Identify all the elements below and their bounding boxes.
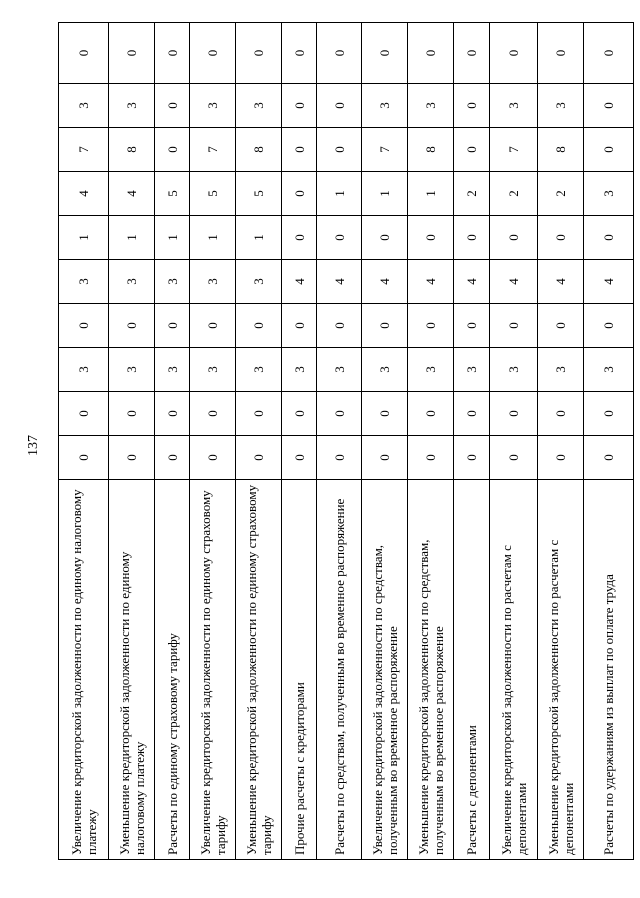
code-digit-cell: 0 (190, 392, 236, 436)
code-digit-cell: 3 (236, 260, 282, 304)
code-digit-cell: 7 (59, 128, 109, 172)
row-label: Увеличение кредиторской задолженности по средствам, полученным во временное распоряжение (362, 480, 408, 860)
row-label: Расчеты по удержаниям из выплат по оплате труда (584, 480, 634, 860)
code-digit-cell: 0 (490, 23, 538, 84)
code-digit-cell: 0 (155, 23, 190, 84)
code-digit-cell: 0 (584, 84, 634, 128)
code-digit-cell: 3 (190, 260, 236, 304)
row-label: Уменьшение кредиторской задолженности по средствам, полученным во временное распоряжение (408, 480, 454, 860)
table-row (538, 23, 584, 860)
code-digit-cell: 0 (584, 23, 634, 84)
code-digit-cell: 0 (282, 436, 317, 480)
code-digit-cell: 8 (109, 128, 155, 172)
code-digit-cell: 0 (362, 216, 408, 260)
table-row (190, 23, 236, 860)
code-digit-cell: 1 (236, 216, 282, 260)
code-digit-cell: 4 (282, 260, 317, 304)
code-digit-cell: 7 (362, 128, 408, 172)
code-digit-cell: 0 (538, 23, 584, 84)
table-row (282, 23, 317, 860)
code-digit-cell: 0 (584, 216, 634, 260)
code-digit-cell: 4 (454, 260, 490, 304)
code-digit-cell: 0 (236, 23, 282, 84)
code-digit-cell: 0 (362, 392, 408, 436)
code-digit-cell: 4 (538, 260, 584, 304)
code-digit-cell: 0 (317, 216, 362, 260)
code-digit-cell: 0 (538, 392, 584, 436)
code-digit-cell: 3 (190, 348, 236, 392)
table-body (59, 23, 634, 860)
code-digit-cell: 3 (59, 84, 109, 128)
code-digit-cell: 3 (408, 84, 454, 128)
code-digit-cell: 0 (282, 84, 317, 128)
code-digit-cell: 4 (109, 172, 155, 216)
row-label: Уменьшение кредиторской задолженности по единому страховому тарифу (236, 480, 282, 860)
code-digit-cell: 2 (538, 172, 584, 216)
code-digit-cell: 5 (155, 172, 190, 216)
code-digit-cell: 4 (362, 260, 408, 304)
table-row (155, 23, 190, 860)
code-digit-cell: 0 (317, 392, 362, 436)
code-digit-cell: 2 (490, 172, 538, 216)
table-row (490, 23, 538, 860)
code-digit-cell: 3 (109, 260, 155, 304)
code-digit-cell: 0 (282, 216, 317, 260)
code-digit-cell: 0 (454, 216, 490, 260)
code-digit-cell: 0 (190, 304, 236, 348)
page-number: 137 (26, 435, 41, 456)
row-label: Прочие расчеты с кредиторами (282, 480, 317, 860)
code-digit-cell: 0 (317, 128, 362, 172)
code-digit-cell: 4 (408, 260, 454, 304)
code-digit-cell: 0 (317, 84, 362, 128)
code-digit-cell: 0 (362, 436, 408, 480)
code-digit-cell: 3 (59, 260, 109, 304)
code-digit-cell: 3 (362, 84, 408, 128)
code-digit-cell: 5 (236, 172, 282, 216)
table-row (59, 23, 109, 860)
code-digit-cell: 0 (454, 304, 490, 348)
row-label: Увеличение кредиторской задолженности по единому страховому тарифу (190, 480, 236, 860)
row-label: Расчеты с депонентами (454, 480, 490, 860)
code-digit-cell: 0 (59, 23, 109, 84)
table-row (454, 23, 490, 860)
code-digit-cell: 3 (109, 84, 155, 128)
row-label: Уменьшение кредиторской задолженности по расчетам с депонентами (538, 480, 584, 860)
code-digit-cell: 0 (317, 23, 362, 84)
code-digit-cell: 0 (155, 392, 190, 436)
code-digit-cell: 0 (109, 304, 155, 348)
code-digit-cell: 4 (59, 172, 109, 216)
code-digit-cell: 1 (362, 172, 408, 216)
code-digit-cell: 0 (408, 304, 454, 348)
code-digit-cell: 0 (282, 23, 317, 84)
code-digit-cell: 0 (538, 436, 584, 480)
table-row (584, 23, 634, 860)
code-digit-cell: 0 (584, 392, 634, 436)
code-digit-cell: 1 (109, 216, 155, 260)
code-digit-cell: 3 (490, 84, 538, 128)
code-digit-cell: 0 (317, 304, 362, 348)
code-digit-cell: 0 (454, 436, 490, 480)
code-digit-cell: 3 (282, 348, 317, 392)
account-codes-table (58, 49, 616, 860)
row-label: Увеличение кредиторской задолженности по расчетам с депонентами (490, 480, 538, 860)
code-digit-cell: 3 (190, 84, 236, 128)
table-row (317, 23, 362, 860)
code-digit-cell: 0 (408, 23, 454, 84)
code-digit-cell: 0 (454, 84, 490, 128)
code-digit-cell: 0 (408, 392, 454, 436)
code-digit-cell: 0 (538, 304, 584, 348)
code-digit-cell: 0 (454, 128, 490, 172)
code-digit-cell: 3 (538, 84, 584, 128)
code-digit-cell: 0 (236, 436, 282, 480)
table-row (362, 23, 408, 860)
code-digit-cell: 0 (236, 392, 282, 436)
code-digit-cell: 0 (109, 23, 155, 84)
code-digit-cell: 0 (282, 172, 317, 216)
code-digit-cell: 0 (236, 304, 282, 348)
code-digit-cell: 4 (490, 260, 538, 304)
code-digit-cell: 0 (490, 304, 538, 348)
code-digit-cell: 3 (236, 84, 282, 128)
code-digit-cell: 3 (538, 348, 584, 392)
code-digit-cell: 0 (362, 304, 408, 348)
code-digit-cell: 4 (584, 260, 634, 304)
code-digit-cell: 0 (109, 392, 155, 436)
code-digit-cell: 0 (190, 436, 236, 480)
table-row (236, 23, 282, 860)
code-digit-cell: 3 (584, 348, 634, 392)
code-digit-cell: 0 (155, 304, 190, 348)
code-digit-cell: 4 (317, 260, 362, 304)
code-digit-cell: 3 (236, 348, 282, 392)
code-digit-cell: 8 (236, 128, 282, 172)
code-digit-cell: 2 (454, 172, 490, 216)
code-digit-cell: 0 (454, 392, 490, 436)
row-label: Расчеты по единому страховому тарифу (155, 480, 190, 860)
code-digit-cell: 0 (584, 304, 634, 348)
code-digit-cell: 1 (190, 216, 236, 260)
code-digit-cell: 0 (155, 128, 190, 172)
code-digit-cell: 0 (282, 392, 317, 436)
code-digit-cell: 0 (282, 128, 317, 172)
code-digit-cell: 0 (155, 84, 190, 128)
code-digit-cell: 0 (59, 304, 109, 348)
row-label: Уменьшение кредиторской задолженности по единому налоговому платежу (109, 480, 155, 860)
table-row (109, 23, 155, 860)
table-row (408, 23, 454, 860)
row-label: Расчеты по средствам, полученным во временное распоряжение (317, 480, 362, 860)
code-digit-cell: 3 (155, 260, 190, 304)
code-digit-cell: 0 (59, 392, 109, 436)
code-digit-cell: 0 (282, 304, 317, 348)
code-digit-cell: 0 (190, 23, 236, 84)
code-digit-cell: 0 (155, 436, 190, 480)
code-digit-cell: 7 (490, 128, 538, 172)
code-digit-cell: 7 (190, 128, 236, 172)
code-digit-cell: 8 (538, 128, 584, 172)
code-digit-cell: 1 (155, 216, 190, 260)
row-label: Увеличение кредиторской задолженности по единому налоговому платежу (59, 480, 109, 860)
code-digit-cell: 0 (584, 128, 634, 172)
code-digit-cell: 0 (538, 216, 584, 260)
code-digit-cell: 0 (490, 392, 538, 436)
code-digit-cell: 0 (454, 23, 490, 84)
code-digit-cell: 0 (109, 436, 155, 480)
code-digit-cell: 3 (109, 348, 155, 392)
code-digit-cell: 3 (490, 348, 538, 392)
code-digit-cell: 3 (59, 348, 109, 392)
code-digit-cell: 0 (408, 436, 454, 480)
code-digit-cell: 0 (490, 216, 538, 260)
code-digit-cell: 1 (317, 172, 362, 216)
code-digit-cell: 0 (59, 436, 109, 480)
code-digit-cell: 0 (317, 436, 362, 480)
code-digit-cell: 1 (408, 172, 454, 216)
code-digit-cell: 0 (362, 23, 408, 84)
code-digit-cell: 0 (490, 436, 538, 480)
code-digit-cell: 0 (408, 216, 454, 260)
code-digit-cell: 3 (362, 348, 408, 392)
code-digit-cell: 1 (59, 216, 109, 260)
code-digit-cell: 3 (155, 348, 190, 392)
code-digit-cell: 3 (317, 348, 362, 392)
code-digit-cell: 0 (584, 436, 634, 480)
code-digit-cell: 3 (584, 172, 634, 216)
code-digit-cell: 3 (454, 348, 490, 392)
code-digit-cell: 5 (190, 172, 236, 216)
code-digit-cell: 3 (408, 348, 454, 392)
code-digit-cell: 8 (408, 128, 454, 172)
